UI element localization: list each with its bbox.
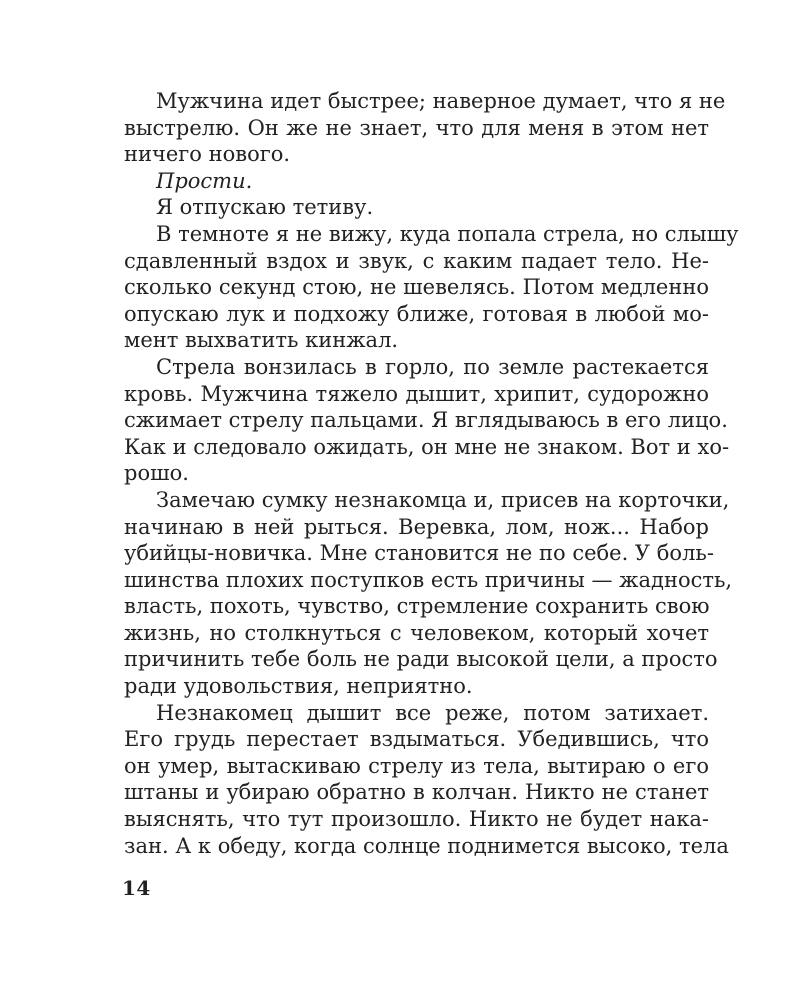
text-line: Я отпускаю тетиву. <box>156 195 374 220</box>
text-line: Мужчина идет быстрее; наверное думает, что я не <box>156 89 726 113</box>
text-line: шинства плохих поступков есть причины — жадность, <box>124 567 733 592</box>
text-line: жизнь, но столкнуться с человеком, который хочет <box>124 620 709 645</box>
text-line: мент выхватить кинжал. <box>124 328 399 353</box>
text-line: рошо. <box>124 461 189 486</box>
text-line: выяснять, что тут произошло. Никто не будет нака- <box>124 807 709 832</box>
text-line-italic: Прости. <box>156 168 253 193</box>
text-line: начинаю в ней рыться. Веревка, лом, нож... Набор <box>124 514 709 539</box>
text-line: он умер, вытаскиваю стрелу из тела, вытираю о его <box>124 753 709 778</box>
text-line: кровь. Мужчина тяжело дышит, хрипит, судорожно <box>124 381 709 406</box>
text-line: зан. А к обеду, когда солнце поднимется высоко, тела <box>124 833 729 858</box>
text-line: сдавленный вздох и звук, с каким падает тело. Не- <box>124 248 709 273</box>
text-line: причинить тебе боль не ради высокой цели, а просто <box>124 647 718 672</box>
text-line: опускаю лук и подхожу ближе, готовая в любой мо- <box>124 301 709 326</box>
text-line: сколько секунд стою, не шевелясь. Потом медленно <box>124 275 709 300</box>
text-line: убийцы-новичка. Мне становится не по себе. У боль- <box>124 541 714 566</box>
text-line: ради удовольствия, неприятно. <box>124 674 473 699</box>
text-line: Стрела вонзилась в горло, по земле растекается <box>156 354 709 379</box>
text-line: сжимает стрелу пальцами. Я вглядываюсь в его лицо. <box>124 408 728 433</box>
text-line: Его грудь перестает вздыматься. Убедившись, что <box>124 727 709 752</box>
text-line: Замечаю сумку незнакомца и, присев на корточки, <box>156 487 730 512</box>
page-number: 14 <box>122 876 151 900</box>
text-line: В темноте я не вижу, куда попала стрела, но слышу <box>156 221 739 246</box>
book-page-text <box>124 88 739 859</box>
text-line: Незнакомец дышит все реже, потом затихает. <box>156 700 709 725</box>
text-line: власть, похоть, чувство, стремление сохранить свою <box>124 594 710 619</box>
text-line: выстрелю. Он же не знает, что для меня в этом нет <box>124 115 709 140</box>
text-line: Как и следовало ожидать, он мне не знаком. Вот и хо- <box>124 434 730 459</box>
text-line: штаны и убираю обратно в колчан. Никто не станет <box>124 780 709 805</box>
text-line: ничего нового. <box>124 142 291 167</box>
